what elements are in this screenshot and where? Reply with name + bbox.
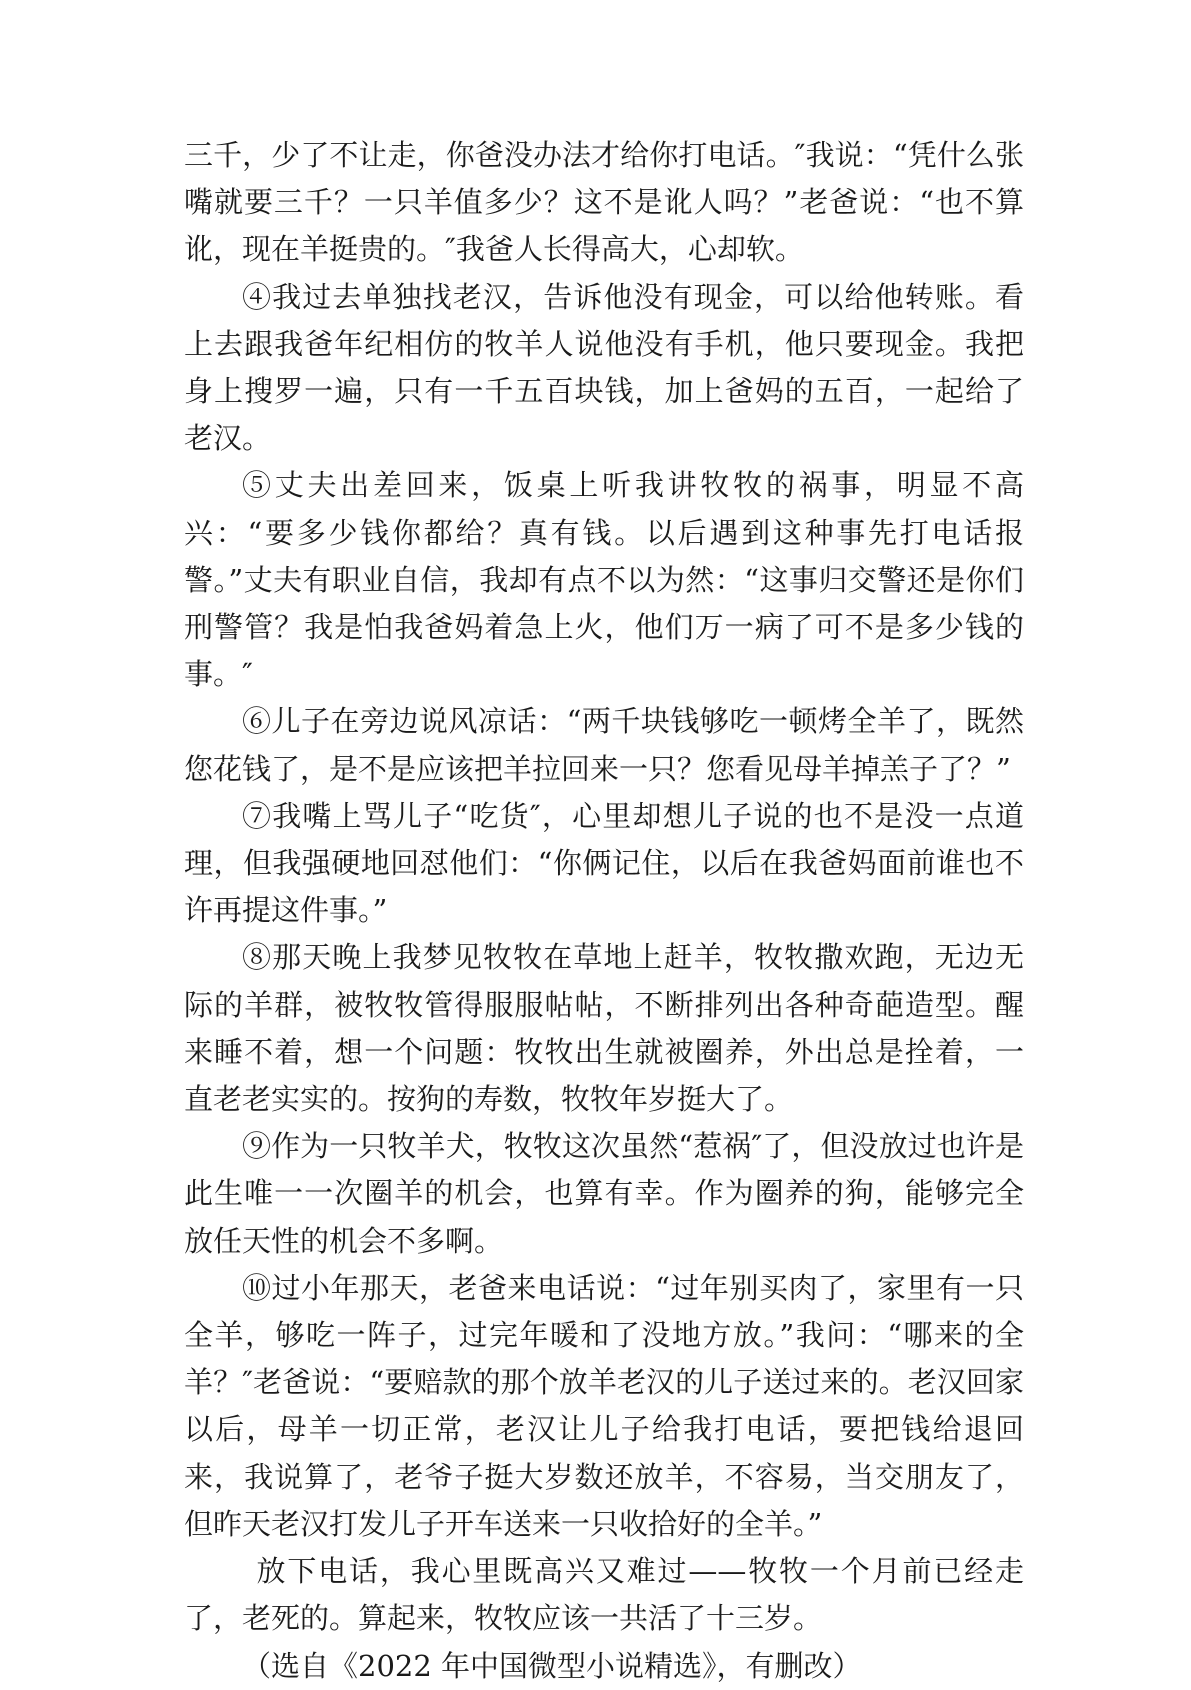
paragraph-6: ⑥儿子在旁边说风凉话：“两千块钱够吃一顿烤全羊了，既然您花钱了，是不是应该把羊拉回来一只？您看见母羊掉羔子了？” <box>184 704 1024 786</box>
paragraph-9: ⑨作为一只牧羊犬，牧牧这次虽然“惹祸″了，但没放过也许是此生唯一一次圈羊的机会，也算有幸。作为圈养的狗，能够完全放任天性的机会不多啊。 <box>184 1129 1024 1258</box>
paragraph-10: ⑩过小年那天，老爸来电话说：“过年别买肉了，家里有一只全羊，够吃一阵子，过完年暖和了没地方放。”我问：“哪来的全羊？″老爸说：“要赔款的那个放羊老汉的儿子送过来的。老汉回家以后，母羊一切正常，老汉让儿子给我打电话，要把钱给退回来，我说算了，老爷子挺大岁数还放羊，不容易，当交朋友了，但昨天老汉打发儿子开车送来一只收拾好的全羊。” <box>184 1270 1024 1541</box>
paragraph-4: ④我过去单独找老汉，告诉他没有现金，可以给他转账。看上去跟我爸年纪相仿的牧羊人说他没有手机，他只要现金。我把身上搜罗一遍，只有一千五百块钱，加上爸妈的五百，一起给了老汉。 <box>184 279 1024 456</box>
paragraph-7: ⑦我嘴上骂儿子“吃货″，心里却想儿子说的也不是没一点道理，但我强硬地回怼他们：“你俩记住，以后在我爸妈面前谁也不许再提这件事。” <box>184 798 1024 928</box>
source-citation: （选自《2022 年中国微型小说精选》，有删改） <box>242 1648 862 1683</box>
paragraph-continuation: 三千，少了不让走，你爸没办法才给你打电话。″我说：“凭什么张嘴就要三千？一只羊值多少？这不是讹人吗？”老爸说：“也不算讹，现在羊挺贵的。″我爸人长得高大，心却软。 <box>184 138 1024 267</box>
paragraph-8: ⑧那天晚上我梦见牧牧在草地上赶羊，牧牧撒欢跑，无边无际的羊群，被牧牧管得服服帖帖，不断排列出各种奇葩造型。醒来睡不着，想一个问题：牧牧出生就被圈养，外出总是拴着，一直老老实实的。按狗的寿数，牧牧年岁挺大了。 <box>184 940 1024 1117</box>
document-page <box>184 132 1024 1690</box>
paragraph-ending: 放下电话，我心里既高兴又难过——牧牧一个月前已经走了，老死的。算起来，牧牧应该一共活了十三岁。 <box>184 1554 1024 1636</box>
paragraph-5: ⑤丈夫出差回来，饭桌上听我讲牧牧的祸事，明显不高兴：“要多少钱你都给？真有钱。以后遇到这种事先打电话报警。”丈夫有职业自信，我却有点不以为然：“这事归交警还是你们刑警管？我是怕我爸妈着急上火，他们万一病了可不是多少钱的事。″ <box>184 468 1024 692</box>
